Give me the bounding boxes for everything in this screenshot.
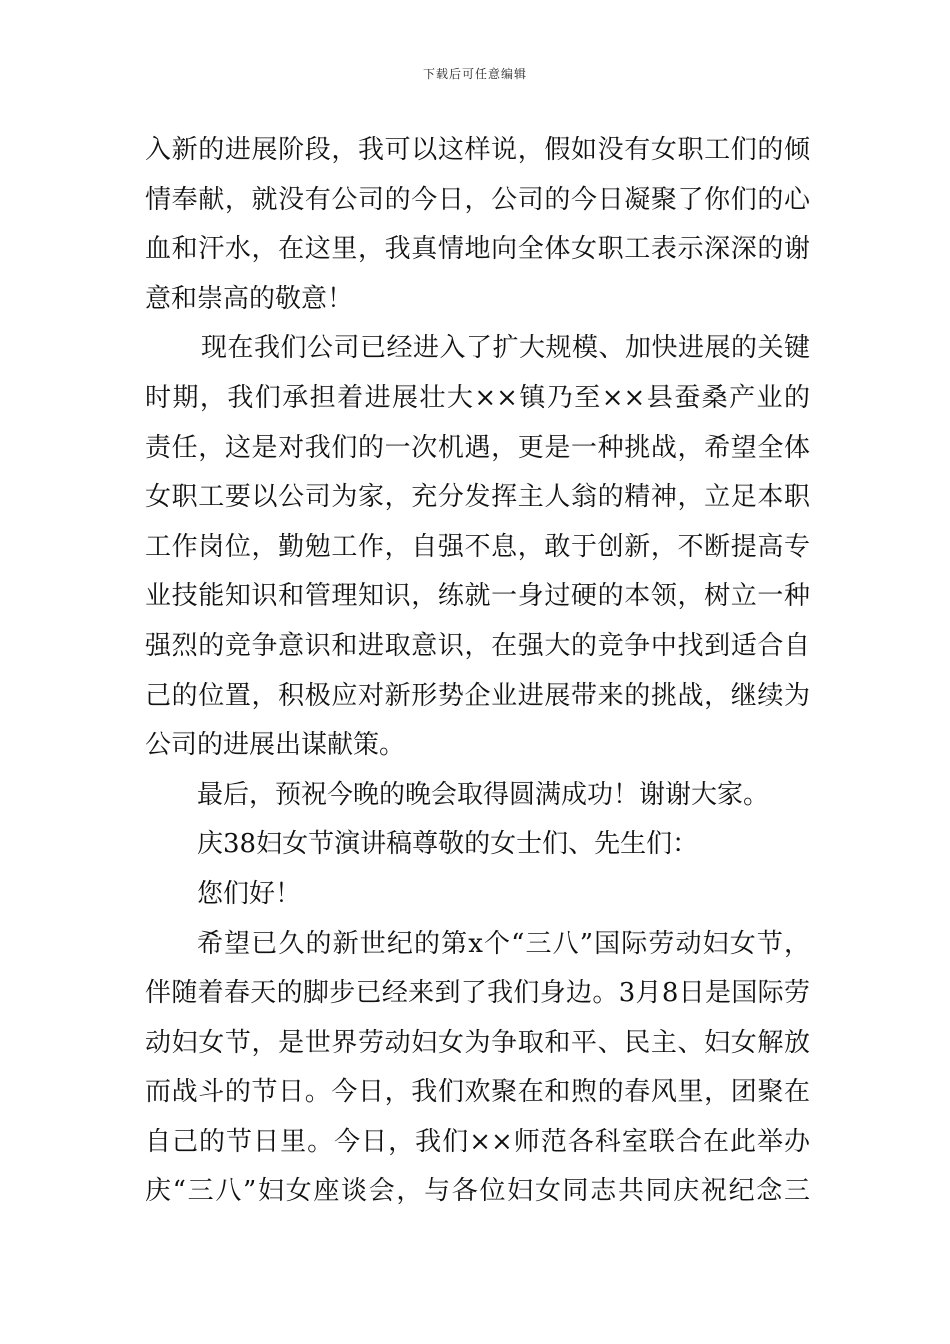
paragraph-line: 工作岗位，勤勉工作，自强不息，敢于创新，不断提高专 [145, 531, 810, 562]
paragraph-line: 己的位置，积极应对新形势企业进展带来的挑战，继续为 [145, 680, 810, 711]
paragraph-line: 自己的节日里。今日，我们××师范各科室联合在此举办 [145, 1126, 810, 1157]
paragraph-line: 现在我们公司已经进入了扩大规模、加快进展的关键 [201, 333, 810, 364]
paragraph-line: 庆38妇女节演讲稿尊敬的女士们、先生们： [197, 829, 699, 860]
paragraph-line: 女职工要以公司为家，充分发挥主人翁的精神，立足本职 [145, 482, 810, 513]
paragraph-line: 最后，预祝今晚的晚会取得圆满成功！谢谢大家。 [197, 779, 770, 810]
paragraph-line: 血和汗水，在这里，我真情地向全体女职工表示深深的谢 [145, 234, 810, 265]
paragraph-line: 业技能知识和管理知识，练就一身过硬的本领，树立一种 [145, 581, 810, 612]
document-body [145, 126, 810, 1217]
paragraph-line: 伴随着春天的脚步已经来到了我们身边。3月8日是国际劳 [145, 978, 810, 1009]
paragraph-line: 强烈的竞争意识和进取意识，在强大的竞争中找到适合自 [145, 630, 810, 661]
page-header: 下载后可任意编辑 [422, 67, 527, 81]
paragraph-line: 而战斗的节日。今日，我们欢聚在和煦的春风里，团聚在 [145, 1077, 810, 1108]
paragraph-line: 情奉献，就没有公司的今日，公司的今日凝聚了你们的心 [145, 184, 810, 215]
paragraph-line: 庆“三八”妇女座谈会，与各位妇女同志共同庆祝纪念三 [145, 1176, 810, 1207]
paragraph-line: 动妇女节，是世界劳动妇女为争取和平、民主、妇女解放 [145, 1027, 810, 1058]
paragraph-line: 入新的进展阶段，我可以这样说，假如没有女职工们的倾 [145, 135, 810, 165]
paragraph-line: 时期，我们承担着进展壮大××镇乃至××县蚕桑产业的 [145, 382, 810, 413]
paragraph-line: 意和崇高的敬意！ [145, 283, 354, 314]
paragraph-line: 责任，这是对我们的一次机遇，更是一种挑战，希望全体 [145, 432, 810, 463]
paragraph-line: 希望已久的新世纪的第x个“三八”国际劳动妇女节， [197, 928, 810, 959]
paragraph-line: 您们好！ [197, 878, 302, 909]
paragraph-line: 公司的进展出谋献策。 [145, 730, 406, 761]
